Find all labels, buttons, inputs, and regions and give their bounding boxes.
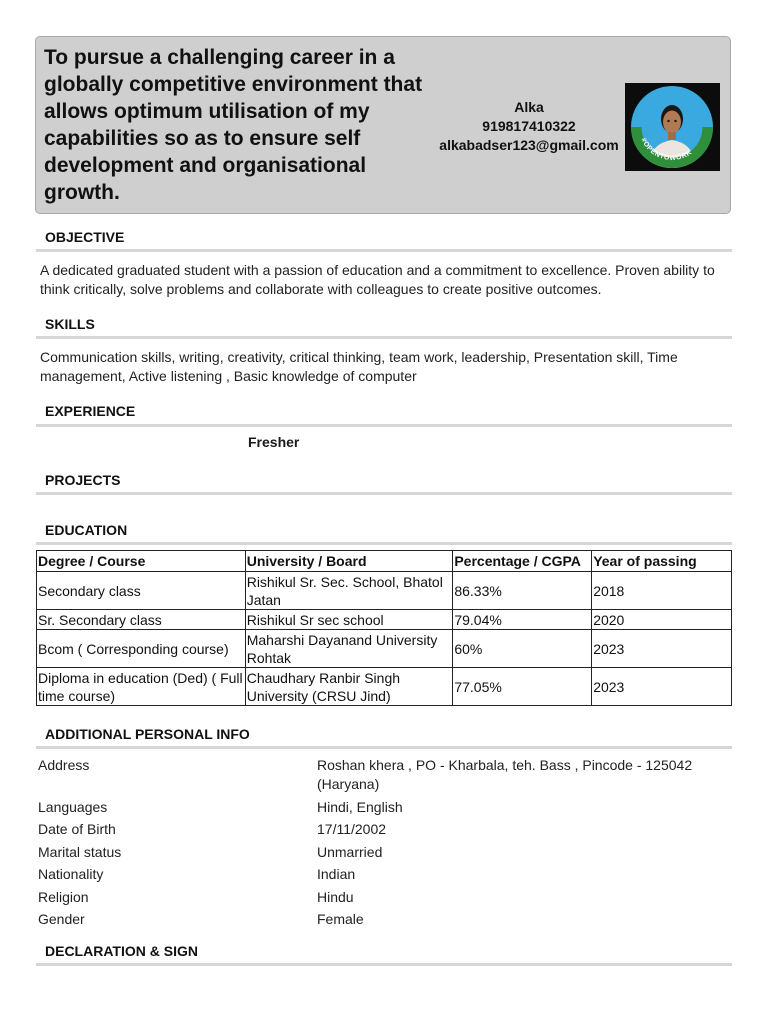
university-cell: Chaudhary Ranbir Singh University (CRSU Jind) — [245, 668, 453, 706]
experience-value: Fresher — [248, 434, 300, 450]
open-to-work-badge: #OPENTOWORK — [639, 137, 694, 163]
info-label: Gender — [38, 911, 85, 927]
col-header-degree: Degree / Course — [37, 551, 246, 572]
university-cell: Maharshi Dayanand University Rohtak — [245, 630, 453, 668]
year-cell: 2023 — [592, 668, 732, 706]
personal-info-list — [38, 756, 732, 933]
experience-divider — [36, 424, 732, 427]
percentage-cell: 86.33% — [453, 572, 592, 610]
info-value: Hindu — [317, 888, 354, 905]
education-divider — [36, 542, 732, 545]
percentage-cell: 60% — [453, 630, 592, 668]
list-item — [38, 910, 732, 929]
info-value: Unmarried — [317, 843, 383, 860]
declaration-divider — [36, 963, 732, 966]
skills-heading: SKILLS — [45, 316, 95, 332]
education-table — [36, 550, 732, 706]
career-statement: To pursue a challenging career in a globally competitive environment that allows optimum utilisation of my capabilities so as to ensure self development and organisational growth. — [44, 46, 423, 204]
year-cell: 2023 — [592, 630, 732, 668]
table-row — [37, 630, 732, 668]
objective-text: A dedicated graduated student with a passion of education and a commitment to excellence. Proven ability to think critically, solve problems and collaborate with colleagues to create positive outcomes. — [40, 262, 715, 297]
info-label: Languages — [38, 798, 108, 815]
degree-cell: Secondary class — [37, 572, 246, 610]
info-value: Indian — [317, 866, 356, 882]
degree-cell: Bcom ( Corresponding course) — [37, 630, 246, 668]
info-value: 17/11/2002 — [317, 821, 387, 837]
col-header-percentage: Percentage / CGPA — [453, 551, 592, 572]
education-heading: EDUCATION — [45, 522, 128, 538]
list-item — [38, 756, 732, 794]
skills-text: Communication skills, writing, creativity, critical thinking, team work, leadership, Presentation skill, Time management, Active listening , Basic knowledge of computer — [40, 349, 678, 384]
phone-number: 919817410322 — [482, 118, 576, 134]
contact-block — [426, 98, 632, 155]
personal-info-heading: ADDITIONAL PERSONAL INFO — [45, 726, 250, 742]
percentage-cell: 77.05% — [453, 668, 592, 706]
info-value: Hindi, English — [317, 798, 403, 815]
table-row — [37, 572, 732, 610]
resume-header — [35, 36, 731, 214]
table-row — [37, 668, 732, 706]
declaration-heading: DECLARATION & SIGN — [45, 943, 198, 959]
skills-divider — [36, 336, 732, 339]
projects-heading: PROJECTS — [45, 472, 121, 488]
list-item — [38, 888, 732, 907]
year-cell: 2018 — [592, 572, 732, 610]
col-header-university: University / Board — [245, 551, 453, 572]
email-address: alkabadser123@gmail.com — [439, 137, 619, 153]
degree-cell: Diploma in education (Ded) ( Full time course) — [37, 668, 246, 706]
year-cell: 2020 — [592, 610, 732, 630]
projects-divider — [36, 492, 732, 495]
list-item — [38, 843, 732, 862]
candidate-name: Alka — [514, 99, 544, 115]
experience-heading: EXPERIENCE — [45, 403, 136, 419]
table-row — [37, 610, 732, 630]
info-value: Female — [317, 911, 364, 927]
percentage-cell: 79.04% — [453, 610, 592, 630]
info-label: Date of Birth — [38, 821, 116, 837]
info-label: Address — [38, 757, 90, 773]
objective-divider — [36, 249, 732, 252]
profile-photo — [625, 83, 720, 171]
university-cell: Rishikul Sr sec school — [245, 610, 453, 630]
list-item — [38, 820, 732, 839]
info-label: Nationality — [38, 866, 104, 882]
list-item — [38, 798, 732, 817]
avatar-open-to-work-icon — [625, 83, 720, 171]
degree-cell: Sr. Secondary class — [37, 610, 246, 630]
info-label: Marital status — [38, 843, 122, 860]
personal-info-divider — [36, 746, 732, 749]
education-table-header — [37, 551, 732, 572]
info-value: Roshan khera , PO - Kharbala, teh. Bass , Pincode - 125042 (Haryana) — [317, 757, 693, 792]
col-header-year: Year of passing — [592, 551, 732, 572]
university-cell: Rishikul Sr. Sec. School, Bhatol Jatan — [245, 572, 453, 610]
list-item — [38, 865, 732, 884]
objective-heading: OBJECTIVE — [45, 229, 125, 245]
info-label: Religion — [38, 888, 89, 905]
